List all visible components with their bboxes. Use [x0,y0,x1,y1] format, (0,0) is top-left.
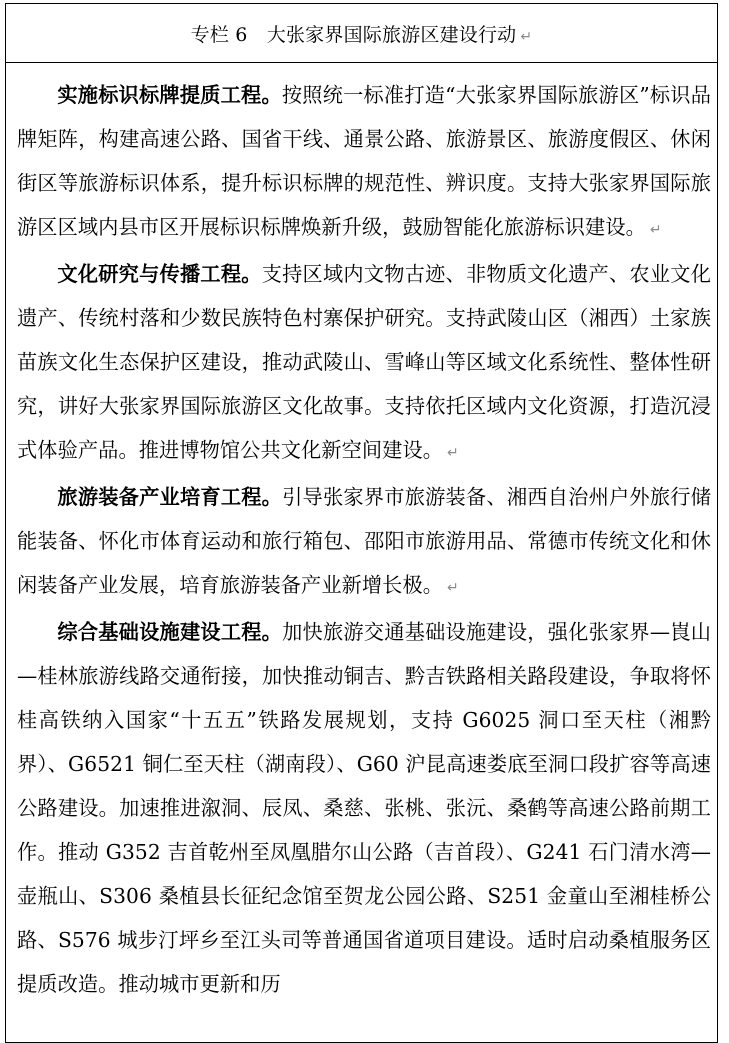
paragraph-infrastructure [17,610,711,1006]
paragraph-body: 加快旅游交通基础设施建设，强化张家界—崀山—桂林旅游线路交通衔接，加快推动铜吉、黔吉铁路相关路段建设，争取将怀桂高铁纳入国家“十五五”铁路发展规划，支持 G6025 洞口至天柱（湘黔界）、G6521 铜仁至天柱（湖南段）、G60 沪昆高速娄底至洞口段扩容等高速公路建设。加速推进溆洞、辰凤、桑慈、张桃、张沅、桑鹤等高速公路前期工作。推动 G352 吉首乾州至凤凰腊尔山公路（吉首段）、G241 石门清水湾—壶瓶山、S306 桑植县长征纪念馆至贺龙公园公路、S251 金童山至湘桂桥公路、S576 城步汀坪乡至江头司等普通国省道项目建设。适时启动桑植服务区提质改造。推动城市更新和历 [17,620,711,996]
paragraph-lead: 综合基础设施建设工程。 [57,620,283,644]
box-title [6,4,717,63]
paragraph-body: 引导张家界市旅游装备、湘西自治州户外旅行储能装备、怀化市体育运动和旅行箱包、邵阳市旅游用品、常德市传统文化和休闲装备产业发展，培育旅游装备产业新增长极。 [17,485,711,597]
paragraph-lead: 文化研究与传播工程。 [57,262,262,286]
paragraph-body: 按照统一标准打造“大张家界国际旅游区”标识品牌矩阵，构建高速公路、国省干线、通景公路、旅游景区、旅游度假区、休闲街区等旅游标识体系，提升标识标牌的规范性、辨识度。支持大张家界国际旅游区区域内县市区开展标识标牌焕新升级，鼓励智能化旅游标识建设。 [17,83,712,239]
paragraph-culture [17,252,711,475]
paragraph-body: 支持区域内文物古迹、非物质文化遗产、农业文化遗产、传统村落和少数民族特色村寨保护研究。支持武陵山区（湘西）土家族苗族文化生态保护区建设，推动武陵山、雪峰山等区域文化系统性、整体性研究，讲好大张家界国际旅游区文化故事。支持依托区域内文化资源，打造沉浸式体验产品。推进博物馆公共文化新空间建设。 [17,262,711,462]
paragraph-lead: 旅游装备产业培育工程。 [57,485,283,509]
paragraph-equipment [17,475,711,610]
box-title-text: 专栏 6 大张家界国际旅游区建设行动 [190,24,517,46]
paragraph-mark-icon: ↵ [649,222,662,238]
feature-box [5,3,718,1043]
paragraph-signage [17,73,711,252]
paragraph-mark-icon: ↵ [447,580,459,596]
box-content [17,73,711,1006]
paragraph-lead: 实施标识标牌提质工程。 [57,83,282,107]
paragraph-mark-icon: ↵ [520,29,533,45]
paragraph-mark-icon: ↵ [447,445,459,461]
